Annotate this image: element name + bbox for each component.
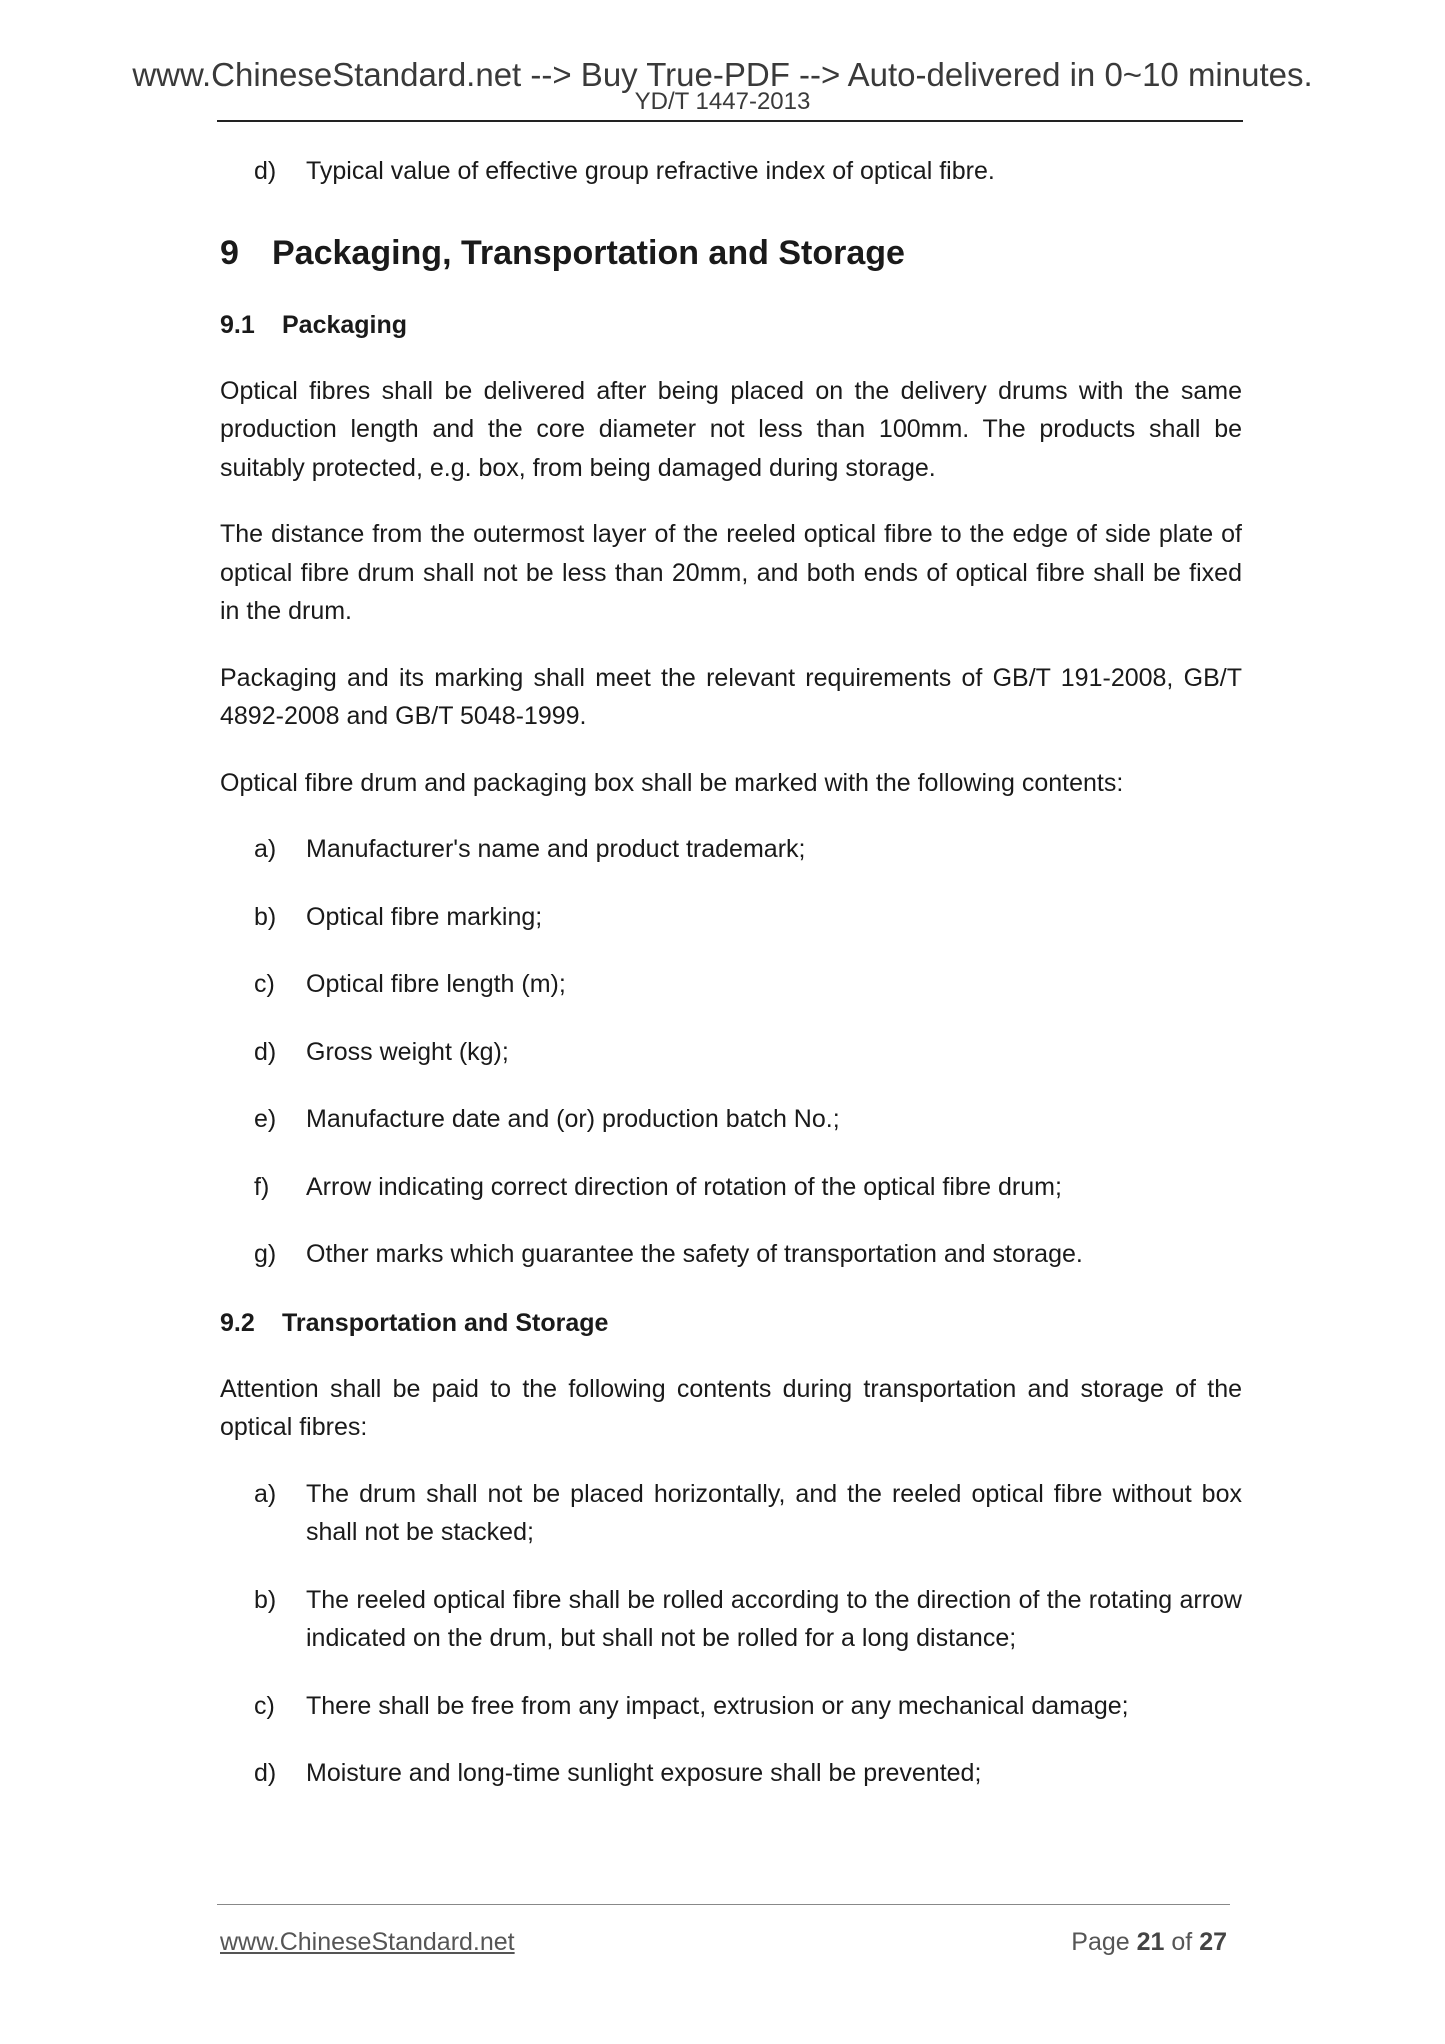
list-text: Moisture and long-time sunlight exposure shall be prevented; (306, 1759, 982, 1787)
list-marker: d) (254, 1759, 277, 1787)
header-banner: www.ChineseStandard.net --> Buy True-PDF --> Auto-delivered in 0~10 minutes. (132, 56, 1313, 93)
subsection-number: 9.1 (220, 310, 255, 339)
paragraph: Optical fibres shall be delivered after being placed on the delivery drums with the same production length and the core diameter not less than 100mm. The products shall be suitably protected, e.g. box, from being damaged during storage. (220, 376, 1242, 482)
list-text: Optical fibre length (m); (306, 970, 566, 998)
paragraph: Attention shall be paid to the following contents during transportation and storage of the optical fibres: (220, 1374, 1242, 1441)
list-marker: c) (254, 1691, 275, 1720)
subsection-title: Packaging (282, 310, 408, 339)
section-number: 9 (220, 233, 239, 272)
page-of: of (1171, 1928, 1193, 1956)
list-text: Optical fibre marking; (306, 902, 543, 931)
list-marker: b) (254, 902, 277, 931)
list-item (220, 898, 1242, 937)
list-item (220, 1581, 1242, 1658)
page-total: 27 (1199, 1928, 1227, 1956)
list-item (220, 1235, 1242, 1274)
list-item (220, 1168, 1242, 1207)
list-marker: g) (254, 1240, 277, 1268)
list-item (220, 152, 1242, 191)
list-marker: d) (254, 1037, 277, 1066)
list-text: The drum shall not be placed horizontally, and the reeled optical fibre without box shall not be stacked; (306, 1479, 1242, 1546)
page-content (220, 152, 1242, 1822)
list-item (220, 1475, 1242, 1552)
page-number (1071, 1928, 1227, 1957)
list-item (220, 1033, 1242, 1072)
list-text: Typical value of effective group refractive index of optical fibre. (306, 157, 995, 185)
list-marker: d) (254, 157, 277, 185)
list-marker: c) (254, 970, 275, 998)
list-marker: a) (254, 835, 277, 863)
subsection-heading (220, 305, 1242, 345)
list-text: There shall be free from any impact, extrusion or any mechanical damage; (306, 1691, 1129, 1720)
list-item (220, 830, 1242, 869)
list-item (220, 1754, 1242, 1793)
list-text: Arrow indicating correct direction of rotation of the optical fibre drum; (306, 1172, 1062, 1201)
list-item (220, 1100, 1242, 1139)
footer-divider (217, 1904, 1230, 1905)
list-marker: b) (254, 1585, 277, 1614)
paragraph: Packaging and its marking shall meet the relevant requirements of GB/T 191-2008, GB/T 4892-2008 and GB/T 5048-1999. (220, 663, 1242, 730)
document-number: YD/T 1447-2013 (634, 88, 811, 115)
section-title: Packaging, Transportation and Storage (272, 233, 905, 272)
list-text: Manufacture date and (or) production batch No.; (306, 1105, 840, 1133)
page-current: 21 (1136, 1928, 1165, 1956)
list-text: Other marks which guarantee the safety of transportation and storage. (306, 1240, 1083, 1268)
list-text: The reeled optical fibre shall be rolled according to the direction of the rotating arrow indicated on the drum, but shall not be rolled for a long distance; (306, 1585, 1242, 1652)
list-item (220, 965, 1242, 1004)
paragraph: The distance from the outermost layer of the reeled optical fibre to the edge of side plate of optical fibre drum shall not be less than 20mm, and both ends of optical fibre shall be fixed in the drum. (220, 520, 1242, 625)
section-heading (220, 231, 1242, 275)
subsection-number: 9.2 (220, 1308, 255, 1337)
header-divider (217, 120, 1243, 122)
paragraph: Optical fibre drum and packaging box shall be marked with the following contents: (220, 768, 1124, 797)
subsection-heading (220, 1303, 1242, 1343)
list-marker: e) (254, 1105, 277, 1133)
list-marker: a) (254, 1479, 277, 1508)
footer-website-link[interactable]: www.ChineseStandard.net (220, 1928, 515, 1956)
list-marker: f) (254, 1172, 270, 1201)
list-text: Gross weight (kg); (306, 1037, 509, 1066)
page-label: Page (1071, 1928, 1130, 1956)
list-text: Manufacturer's name and product trademark; (306, 835, 806, 863)
list-item (220, 1687, 1242, 1726)
subsection-title: Transportation and Storage (282, 1308, 609, 1337)
